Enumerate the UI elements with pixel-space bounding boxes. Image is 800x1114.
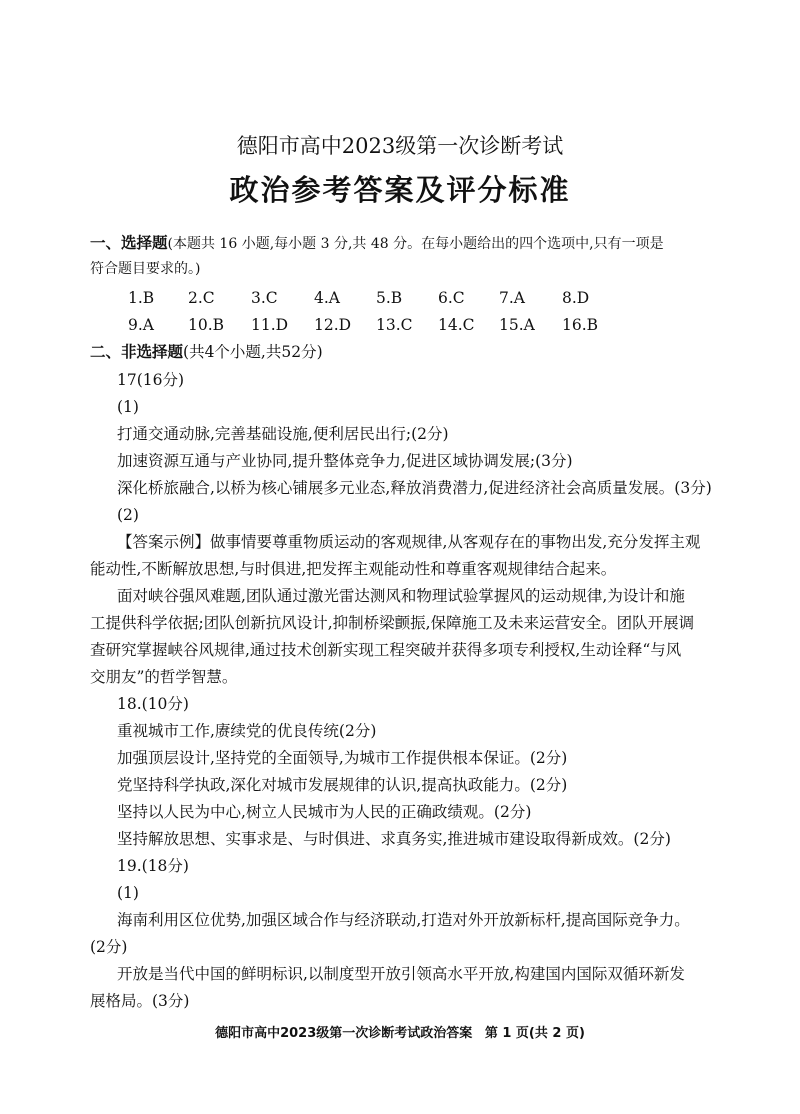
answer-line: 查研究掌握峡谷风规律,通过技术创新实现工程突破并获得多项专利授权,生动诠释“与风 bbox=[90, 641, 682, 659]
answer-line: 面对峡谷强风难题,团队通过激光雷达测风和物理试验掌握风的运动规律,为设计和施 bbox=[117, 587, 685, 605]
answer-item: 16.B bbox=[562, 316, 599, 334]
answer-item: 2.C bbox=[188, 289, 215, 307]
answer-line: 展格局。(3分) bbox=[90, 992, 190, 1010]
answer-line: 加强顶层设计,坚持党的全面领导,为城市工作提供根本保证。(2分) bbox=[117, 749, 568, 767]
answer-item: 12.D bbox=[314, 316, 352, 334]
answer-item: 7.A bbox=[499, 289, 525, 307]
answer-line: 加速资源互通与产业协同,提升整体竞争力,促进区域协调发展;(3分) bbox=[117, 452, 573, 470]
section1-note-cont: 符合题目要求的。) bbox=[90, 261, 201, 277]
answer-line: 坚持以人民为中心,树立人民城市为人民的正确政绩观。(2分) bbox=[117, 803, 532, 821]
sub-question: (2) bbox=[117, 506, 139, 524]
question-number: 18.(10分) bbox=[117, 695, 189, 713]
answer-item: 9.A bbox=[128, 316, 154, 334]
answer-item: 6.C bbox=[438, 289, 465, 307]
answer-line: 深化桥旅融合,以桥为核心铺展多元业态,释放消费潜力,促进经济社会高质量发展。(3分) bbox=[117, 479, 712, 497]
answer-item: 1.B bbox=[128, 289, 155, 307]
answer-line: 重视城市工作,赓续党的优良传统(2分) bbox=[117, 722, 377, 740]
answer-item: 8.D bbox=[562, 289, 590, 307]
question-number: 17(16分) bbox=[117, 371, 185, 389]
section1-header bbox=[90, 232, 715, 255]
answer-item: 15.A bbox=[499, 316, 535, 334]
answer-item: 11.D bbox=[251, 316, 289, 334]
answer-line: 交朋友”的哲学智慧。 bbox=[90, 668, 238, 686]
answer-line: 海南利用区位优势,加强区域合作与经济联动,打造对外开放新标杆,提高国际竞争力。 bbox=[117, 911, 690, 929]
page-footer bbox=[0, 1022, 800, 1041]
sub-question: (1) bbox=[117, 884, 139, 902]
answer-item: 13.C bbox=[376, 316, 413, 334]
answer-line: (2分) bbox=[90, 938, 128, 956]
answer-item: 5.B bbox=[376, 289, 403, 307]
answer-item: 4.A bbox=[314, 289, 340, 307]
answer-item: 14.C bbox=[438, 316, 475, 334]
document-title: 政治参考答案及评分标准 bbox=[229, 173, 571, 207]
answer-line: 开放是当代中国的鲜明标识,以制度型开放引领高水平开放,构建国内国际双循环新发 bbox=[117, 965, 685, 983]
answer-line: 【答案示例】做事情要尊重物质运动的客观规律,从客观存在的事物出发,充分发挥主观 bbox=[117, 533, 701, 551]
exam-title: 德阳市高中2023级第一次诊断考试 bbox=[236, 134, 564, 158]
section1-heading: 一、选择题 bbox=[90, 234, 168, 252]
answer-line: 能动性,不断解放思想,与时俱进,把发挥主观能动性和尊重客观规律结合起来。 bbox=[90, 560, 617, 578]
question-number: 19.(18分) bbox=[117, 857, 189, 875]
answer-line: 打通交通动脉,完善基础设施,便利居民出行;(2分) bbox=[117, 425, 449, 443]
footer-title: 德阳市高中2023级第一次诊断考试政治答案 bbox=[215, 1026, 473, 1041]
page-number: 第 1 页(共 2 页) bbox=[484, 1026, 585, 1041]
answer-line: 党坚持科学执政,深化对城市发展规律的认识,提高执政能力。(2分) bbox=[117, 776, 568, 794]
section1-note: (本题共 16 小题,每小题 3 分,共 48 分。在每小题给出的四个选项中,只有一项是 bbox=[167, 236, 664, 252]
answer-line: 工提供科学依据;团队创新抗风设计,抑制桥梁颤振,保障施工及未来运营安全。团队开展调 bbox=[90, 614, 695, 632]
sub-question: (1) bbox=[117, 398, 139, 416]
section2-header bbox=[90, 341, 715, 363]
answer-item: 10.B bbox=[188, 316, 225, 334]
section2-heading: 二、非选择题 bbox=[90, 343, 184, 361]
answer-line: 坚持解放思想、实事求是、与时俱进、求真务实,推进城市建设取得新成效。(2分) bbox=[117, 830, 671, 848]
section2-note: (共4个小题,共52分) bbox=[183, 343, 323, 361]
answer-item: 3.C bbox=[251, 289, 278, 307]
